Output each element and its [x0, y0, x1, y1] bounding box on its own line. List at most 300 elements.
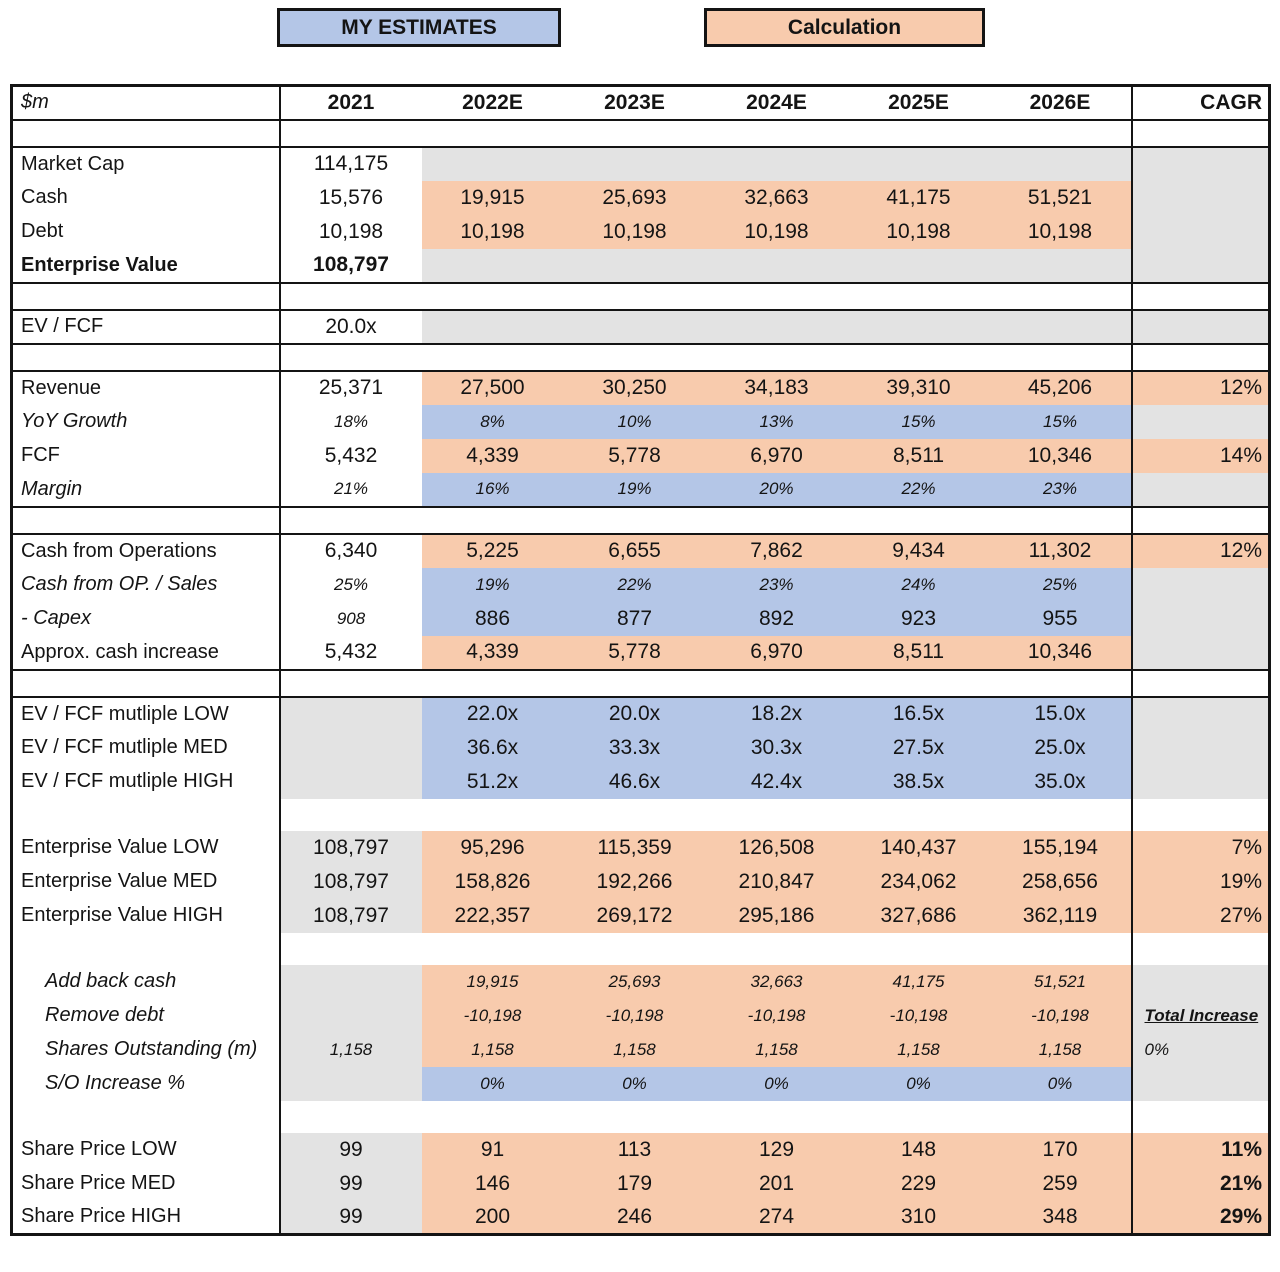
- row-label: EV / FCF mutliple LOW: [12, 697, 280, 731]
- cell-2023E: [564, 1101, 706, 1133]
- cell-label: [12, 344, 280, 371]
- cell-2022E: 22.0x: [422, 697, 564, 731]
- cell-2023E: 25,693: [564, 965, 706, 999]
- row-label: Approx. cash increase: [12, 636, 280, 670]
- column-header-2026E: 2026E: [1029, 90, 1091, 114]
- cell-2024E: 210,847: [706, 865, 848, 899]
- cell-2024E: [706, 120, 848, 147]
- cell-2026E: 35.0x: [990, 765, 1132, 799]
- cell-2025E: 16.5x: [848, 697, 990, 731]
- cell-2021: [280, 933, 422, 965]
- cell-2021: [280, 697, 422, 731]
- cell-2026E: [990, 670, 1132, 697]
- cell-2022E: 4,339: [422, 636, 564, 670]
- row-label: Cash: [12, 181, 280, 215]
- cell-cagr: 21%: [1132, 1167, 1270, 1201]
- spacer-row: [12, 120, 1270, 147]
- row-margin: [12, 473, 1270, 507]
- cell-2021: [280, 765, 422, 799]
- cell-label: [12, 670, 280, 697]
- row-add-back-cash: [12, 965, 1270, 999]
- row-ev-fcf: [12, 310, 1270, 344]
- cell-cagr: [1132, 731, 1270, 765]
- cell-2024E: [706, 507, 848, 534]
- row-label: Enterprise Value LOW: [12, 831, 280, 865]
- cell-2023E: 10%: [564, 405, 706, 439]
- row-share-price-low: [12, 1133, 1270, 1167]
- cell-2026E: 155,194: [990, 831, 1132, 865]
- cell-2022E: [422, 507, 564, 534]
- cell-cagr: [1132, 1101, 1270, 1133]
- cell-2021: 6,340: [324, 539, 378, 562]
- cell-cagr: 19%: [1132, 865, 1270, 899]
- cell-2022E: 0%: [422, 1067, 564, 1101]
- row-cash: [12, 181, 1270, 215]
- cell-2026E: 170: [990, 1133, 1132, 1167]
- cell-2026E: 955: [990, 602, 1132, 636]
- cell-cagr: [1132, 799, 1270, 831]
- cell-2022E: 51.2x: [422, 765, 564, 799]
- cell-cagr: [1132, 1067, 1270, 1101]
- cell-2022E: 8%: [422, 405, 564, 439]
- cell-cagr: [1132, 697, 1270, 731]
- legend-calculation-box: [704, 8, 985, 47]
- cell-cagr: [1132, 765, 1270, 799]
- cell-2023E: 246: [564, 1201, 706, 1235]
- cell-2026E: 258,656: [990, 865, 1132, 899]
- cell-2021: 25,371: [318, 376, 384, 399]
- cell-2023E: 269,172: [564, 899, 706, 933]
- cell-2024E: 295,186: [706, 899, 848, 933]
- cell-cagr: [1132, 568, 1270, 602]
- cell-cagr: 11%: [1132, 1133, 1270, 1167]
- cell-2024E: [706, 249, 848, 283]
- cell-2023E: 192,266: [564, 865, 706, 899]
- cell-2025E: -10,198: [848, 999, 990, 1033]
- cell-2022E: [422, 283, 564, 310]
- cell-2022E: 19%: [422, 568, 564, 602]
- cell-2024E: 6,970: [706, 439, 848, 473]
- cell-2022E: 36.6x: [422, 731, 564, 765]
- row-label: Enterprise Value HIGH: [12, 899, 280, 933]
- cell-2024E: -10,198: [706, 999, 848, 1033]
- spacer-row: [12, 670, 1270, 697]
- cell-cagr: [1132, 473, 1270, 507]
- cell-2024E: [706, 147, 848, 181]
- cell-2021: 114,175: [313, 152, 389, 175]
- row-label: - Capex: [12, 602, 280, 636]
- cell-2022E: -10,198: [422, 999, 564, 1033]
- cell-2023E: [564, 120, 706, 147]
- cell-2026E: [990, 147, 1132, 181]
- cell-2025E: 41,175: [848, 965, 990, 999]
- cell-2021: [280, 507, 422, 534]
- cell-2023E: 5,778: [564, 636, 706, 670]
- column-header-2023E: 2023E: [604, 90, 665, 114]
- cell-2021: [280, 731, 422, 765]
- row-approx-cash-increase: [12, 636, 1270, 670]
- cell-2025E: 41,175: [848, 181, 990, 215]
- cell-cagr: [1132, 249, 1270, 283]
- row-label: Remove debt: [12, 999, 280, 1033]
- cell-2022E: 19,915: [422, 181, 564, 215]
- row-label: Enterprise Value: [12, 249, 280, 283]
- column-header-2024E: 2024E: [746, 90, 807, 114]
- cell-cagr: [1132, 310, 1270, 344]
- cell-2023E: 6,655: [564, 534, 706, 568]
- cell-2021: 5,432: [324, 640, 378, 663]
- cell-2025E: 8,511: [848, 439, 990, 473]
- cell-2022E: 5,225: [422, 534, 564, 568]
- cell-2026E: 45,206: [990, 371, 1132, 405]
- cell-2023E: 20.0x: [564, 697, 706, 731]
- cell-2024E: 0%: [706, 1067, 848, 1101]
- row-share-price-med: [12, 1167, 1270, 1201]
- column-header-2025E: 2025E: [888, 90, 949, 114]
- cell-2026E: [990, 310, 1132, 344]
- cell-2024E: 129: [706, 1133, 848, 1167]
- unit-label: $m: [12, 86, 280, 120]
- cell-cagr: 0%: [1132, 1033, 1270, 1067]
- cell-2026E: 362,119: [990, 899, 1132, 933]
- cell-2024E: 892: [706, 602, 848, 636]
- cell-2021: [280, 120, 422, 147]
- cell-2025E: 9,434: [848, 534, 990, 568]
- header-row: [12, 86, 1270, 120]
- cell-2023E: [564, 933, 706, 965]
- cell-cagr: 12%: [1132, 371, 1270, 405]
- row-enterprise-value-high: [12, 899, 1270, 933]
- cell-2026E: 51,521: [990, 181, 1132, 215]
- row-market-cap: [12, 147, 1270, 181]
- cell-2026E: 15%: [990, 405, 1132, 439]
- cell-2024E: 23%: [706, 568, 848, 602]
- blank-row: [12, 933, 1270, 965]
- cell-cagr: [1132, 120, 1270, 147]
- cell-2026E: 348: [990, 1201, 1132, 1235]
- cell-2021: [280, 1067, 422, 1101]
- cell-2023E: [564, 670, 706, 697]
- row-label: Revenue: [12, 371, 280, 405]
- cell-2022E: [422, 670, 564, 697]
- cell-label: [12, 507, 280, 534]
- cell-2021: 99: [280, 1133, 422, 1167]
- cell-cagr: [1132, 405, 1270, 439]
- cell-label: [12, 283, 280, 310]
- spacer-row: [12, 507, 1270, 534]
- cell-2021: [280, 670, 422, 697]
- cell-2024E: [706, 283, 848, 310]
- cell-2024E: 7,862: [706, 534, 848, 568]
- cell-2021: 1,158: [280, 1033, 422, 1067]
- cell-label: [12, 799, 280, 831]
- cell-2023E: 113: [564, 1133, 706, 1167]
- cell-label: [12, 1101, 280, 1133]
- cell-2022E: [422, 344, 564, 371]
- cell-2023E: 5,778: [564, 439, 706, 473]
- cell-2021: [280, 283, 422, 310]
- cell-2026E: [990, 120, 1132, 147]
- cell-2026E: 10,346: [990, 636, 1132, 670]
- cell-2022E: 222,357: [422, 899, 564, 933]
- cell-2024E: [706, 799, 848, 831]
- cell-cagr: [1132, 147, 1270, 181]
- cell-2021: 99: [280, 1167, 422, 1201]
- row-label: Add back cash: [12, 965, 280, 999]
- cell-2025E: [848, 147, 990, 181]
- cell-2024E: [706, 344, 848, 371]
- cell-cagr: 29%: [1132, 1201, 1270, 1235]
- row-label: Shares Outstanding (m): [12, 1033, 280, 1067]
- cell-2024E: 126,508: [706, 831, 848, 865]
- cell-2022E: 886: [422, 602, 564, 636]
- row-label: EV / FCF mutliple MED: [12, 731, 280, 765]
- cell-2025E: [848, 344, 990, 371]
- cell-2024E: [706, 933, 848, 965]
- cell-label: [12, 933, 280, 965]
- cell-2026E: [990, 249, 1132, 283]
- financial-table: [10, 84, 1271, 1236]
- cell-2024E: [706, 670, 848, 697]
- cell-2025E: 234,062: [848, 865, 990, 899]
- cell-2025E: 38.5x: [848, 765, 990, 799]
- row-label: Share Price MED: [12, 1167, 280, 1201]
- cell-cagr: 7%: [1132, 831, 1270, 865]
- cell-2026E: 23%: [990, 473, 1132, 507]
- cell-2025E: 39,310: [848, 371, 990, 405]
- cell-2026E: [990, 344, 1132, 371]
- row-label: Market Cap: [12, 147, 280, 181]
- cell-2026E: 11,302: [990, 534, 1132, 568]
- cell-2023E: 1,158: [564, 1033, 706, 1067]
- spacer-row: [12, 283, 1270, 310]
- cell-2022E: 158,826: [422, 865, 564, 899]
- cell-cagr: 12%: [1132, 534, 1270, 568]
- cell-2025E: [848, 799, 990, 831]
- cell-2024E: 13%: [706, 405, 848, 439]
- cell-2023E: -10,198: [564, 999, 706, 1033]
- cell-2021: [280, 1101, 422, 1133]
- cell-2025E: [848, 310, 990, 344]
- legend-calculation-label: Calculation: [787, 15, 902, 39]
- cell-2025E: 10,198: [848, 215, 990, 249]
- row-fcf: [12, 439, 1270, 473]
- cell-2021: 15,576: [318, 185, 384, 209]
- cell-2022E: 95,296: [422, 831, 564, 865]
- cell-2025E: [848, 1101, 990, 1133]
- cell-2022E: [422, 249, 564, 283]
- row-label: Cash from OP. / Sales: [12, 568, 280, 602]
- cell-2024E: 1,158: [706, 1033, 848, 1067]
- cell-2021: 108,797: [280, 899, 422, 933]
- cell-cagr: [1132, 344, 1270, 371]
- cell-2023E: 179: [564, 1167, 706, 1201]
- row-debt: [12, 215, 1270, 249]
- cell-cagr: Total Increase: [1132, 999, 1270, 1033]
- cell-2024E: 30.3x: [706, 731, 848, 765]
- cell-2026E: [990, 1101, 1132, 1133]
- cell-label: [12, 120, 280, 147]
- cell-2022E: [422, 147, 564, 181]
- cell-2024E: [706, 1101, 848, 1133]
- cell-cagr: [1132, 965, 1270, 999]
- row-enterprise-value: [12, 249, 1270, 283]
- cell-2023E: 19%: [564, 473, 706, 507]
- cell-2025E: [848, 120, 990, 147]
- cell-2025E: 1,158: [848, 1033, 990, 1067]
- cell-2025E: 8,511: [848, 636, 990, 670]
- cell-2026E: 259: [990, 1167, 1132, 1201]
- cell-2026E: [990, 933, 1132, 965]
- row-label: Cash from Operations: [12, 534, 280, 568]
- cell-2026E: 51,521: [990, 965, 1132, 999]
- cell-cagr: 27%: [1132, 899, 1270, 933]
- column-header-cagr: CAGR: [1132, 86, 1270, 120]
- cell-2023E: 877: [564, 602, 706, 636]
- cell-2022E: 19,915: [422, 965, 564, 999]
- row-enterprise-value-med: [12, 865, 1270, 899]
- cell-2025E: [848, 933, 990, 965]
- cell-2024E: 42.4x: [706, 765, 848, 799]
- cell-2024E: 10,198: [706, 215, 848, 249]
- cell-2023E: [564, 799, 706, 831]
- cell-2025E: [848, 249, 990, 283]
- cell-2021: [280, 799, 422, 831]
- cell-2021: 20.0x: [325, 314, 377, 338]
- cell-2024E: 20%: [706, 473, 848, 507]
- legend-estimates-box: [277, 8, 561, 47]
- cell-2024E: 18.2x: [706, 697, 848, 731]
- cell-2025E: [848, 670, 990, 697]
- cell-2024E: 201: [706, 1167, 848, 1201]
- row-shares-outstanding-m: [12, 1033, 1270, 1067]
- row-ev-fcf-mutliple-high: [12, 765, 1270, 799]
- column-header-2021: 2021: [327, 90, 375, 114]
- cell-cagr: 14%: [1132, 439, 1270, 473]
- row-label: Enterprise Value MED: [12, 865, 280, 899]
- row-label: EV / FCF mutliple HIGH: [12, 765, 280, 799]
- cell-2021: 21%: [333, 479, 369, 498]
- cell-2026E: [990, 283, 1132, 310]
- row-label: FCF: [12, 439, 280, 473]
- cell-2021: 108,797: [280, 865, 422, 899]
- cell-2023E: 115,359: [564, 831, 706, 865]
- cell-2026E: 25%: [990, 568, 1132, 602]
- cell-2026E: 0%: [990, 1067, 1132, 1101]
- cell-2021: [280, 965, 422, 999]
- cell-2022E: 91: [422, 1133, 564, 1167]
- cell-2023E: [564, 283, 706, 310]
- cell-cagr: [1132, 933, 1270, 965]
- cell-2024E: 6,970: [706, 636, 848, 670]
- cell-cagr: [1132, 636, 1270, 670]
- cell-2023E: [564, 507, 706, 534]
- cell-2022E: 146: [422, 1167, 564, 1201]
- cell-2025E: 229: [848, 1167, 990, 1201]
- cell-2025E: 15%: [848, 405, 990, 439]
- cell-2023E: 22%: [564, 568, 706, 602]
- cell-2021: 108,797: [280, 831, 422, 865]
- cell-2024E: [706, 310, 848, 344]
- row-capex: [12, 602, 1270, 636]
- cell-2024E: 32,663: [706, 965, 848, 999]
- row-share-price-high: [12, 1201, 1270, 1235]
- cell-2023E: 33.3x: [564, 731, 706, 765]
- row-s-o-increase: [12, 1067, 1270, 1101]
- cell-2026E: 25.0x: [990, 731, 1132, 765]
- cell-2022E: 16%: [422, 473, 564, 507]
- cell-2022E: 1,158: [422, 1033, 564, 1067]
- cell-2025E: 22%: [848, 473, 990, 507]
- row-label: Share Price HIGH: [12, 1201, 280, 1235]
- cell-2022E: [422, 799, 564, 831]
- cell-2021: 908: [336, 608, 366, 628]
- cell-2026E: 1,158: [990, 1033, 1132, 1067]
- cell-2021: 25%: [333, 574, 369, 594]
- cell-cagr: [1132, 670, 1270, 697]
- row-cash-from-operations: [12, 534, 1270, 568]
- cell-2023E: [564, 249, 706, 283]
- cell-cagr: [1132, 507, 1270, 534]
- row-label: Margin: [12, 473, 280, 507]
- cell-2025E: 24%: [848, 568, 990, 602]
- cell-cagr: [1132, 283, 1270, 310]
- row-label: Share Price LOW: [12, 1133, 280, 1167]
- cell-2022E: [422, 1101, 564, 1133]
- cell-2025E: [848, 283, 990, 310]
- cell-2023E: 25,693: [564, 181, 706, 215]
- cell-2025E: 148: [848, 1133, 990, 1167]
- cell-2021: 10,198: [318, 219, 384, 243]
- cell-2025E: 327,686: [848, 899, 990, 933]
- cell-2021: 99: [280, 1201, 422, 1235]
- row-remove-debt: [12, 999, 1270, 1033]
- cell-cagr: [1132, 181, 1270, 215]
- row-label: S/O Increase %: [12, 1067, 280, 1101]
- cell-2023E: 0%: [564, 1067, 706, 1101]
- cell-2022E: [422, 310, 564, 344]
- cell-2022E: [422, 120, 564, 147]
- cell-2025E: 0%: [848, 1067, 990, 1101]
- row-revenue: [12, 371, 1270, 405]
- cell-cagr: [1132, 215, 1270, 249]
- cell-cagr: [1132, 602, 1270, 636]
- row-label: EV / FCF: [12, 310, 280, 344]
- cell-2024E: 34,183: [706, 371, 848, 405]
- row-label: YoY Growth: [12, 405, 280, 439]
- cell-2026E: 10,346: [990, 439, 1132, 473]
- cell-2022E: 4,339: [422, 439, 564, 473]
- cell-2025E: 923: [848, 602, 990, 636]
- cell-2025E: [848, 507, 990, 534]
- cell-2021: 5,432: [324, 443, 378, 467]
- cell-2026E: 15.0x: [990, 697, 1132, 731]
- legend-estimates-label: MY ESTIMATES: [341, 15, 497, 39]
- cell-2026E: [990, 507, 1132, 534]
- row-cash-from-op-sales: [12, 568, 1270, 602]
- column-header-2022E: 2022E: [462, 90, 523, 114]
- row-enterprise-value-low: [12, 831, 1270, 865]
- cell-2024E: 32,663: [706, 181, 848, 215]
- cell-2024E: 274: [706, 1201, 848, 1235]
- blank-row: [12, 1101, 1270, 1133]
- cell-2021: 108,797: [313, 253, 389, 276]
- blank-row: [12, 799, 1270, 831]
- cell-2022E: 200: [422, 1201, 564, 1235]
- cell-2025E: 27.5x: [848, 731, 990, 765]
- spacer-row: [12, 344, 1270, 371]
- cell-2021: [280, 999, 422, 1033]
